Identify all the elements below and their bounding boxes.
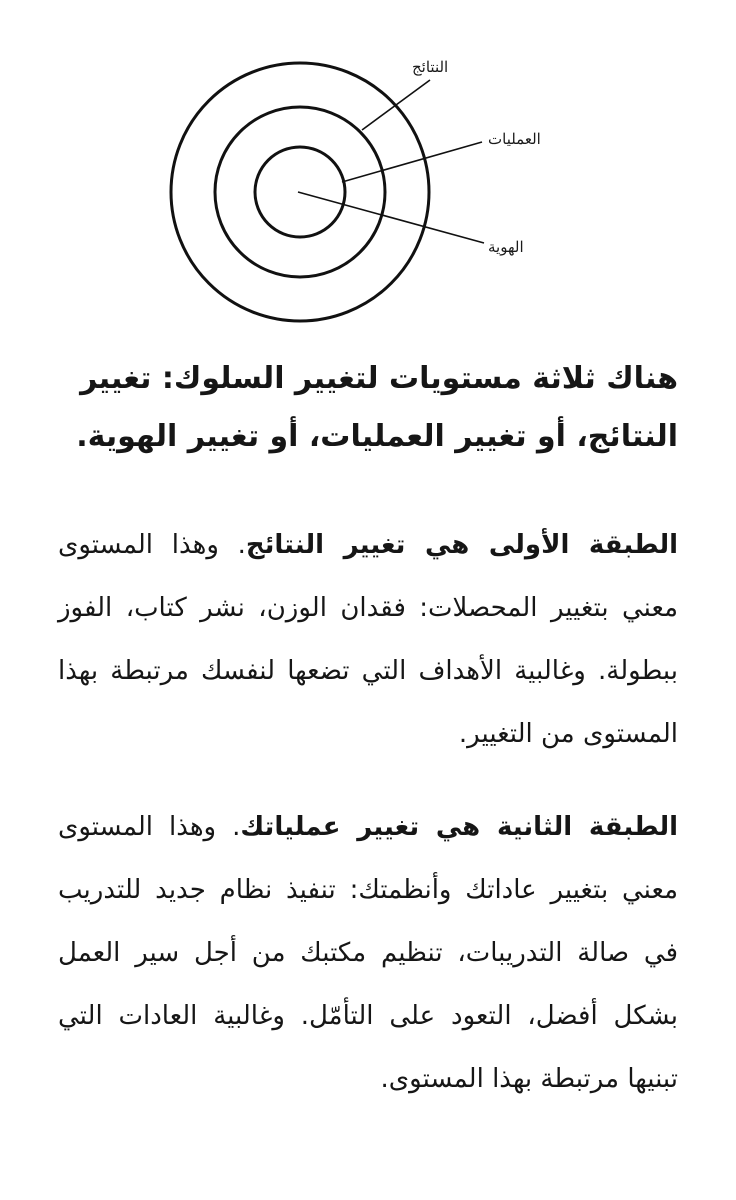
paragraph-results-body: . وهذا المستوى معني بتغيير المحصلات: فقدان الوزن، نشر كتاب، الفوز ببطولة. وغالبية الأهداف التي تضعها لنفسك مرتبطة بهذا المستوى من التغيير. xyxy=(58,530,678,749)
pointer-line-processes xyxy=(342,142,482,182)
concentric-circles-diagram xyxy=(0,0,736,340)
label-processes: العمليات xyxy=(488,130,541,148)
paragraph-results xyxy=(58,514,678,766)
paragraph-processes-lead: الطبقة الثانية هي تغيير عملياتك xyxy=(240,812,678,842)
page-heading: هناك ثلاثة مستويات لتغيير السلوك: تغيير النتائج، أو تغيير العمليات، أو تغيير الهوية. xyxy=(76,361,678,454)
circles-figure xyxy=(0,0,736,340)
paragraph-results-lead: الطبقة الأولى هي تغيير النتائج xyxy=(245,530,678,560)
pointer-line-identity xyxy=(298,192,484,243)
label-results: النتائج xyxy=(412,58,449,76)
paragraph-processes-body: . وهذا المستوى معني بتغيير عاداتك وأنظمتك: تنفيذ نظام جديد للتدريب في صالة التدريبات، تنظيم مكتبك من أجل سير العمل بشكل أفضل، التعود على التأمّل. وغالبية العادات التي تبنيها مرتبطة بهذا المستوى. xyxy=(58,812,678,1094)
pointer-line-results xyxy=(362,80,430,130)
paragraph-processes xyxy=(58,796,678,1111)
label-identity: الهوية xyxy=(488,238,524,256)
